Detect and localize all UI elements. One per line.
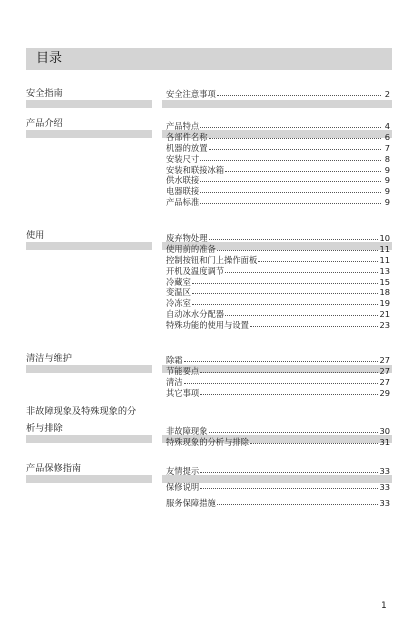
toc-entries: [166, 233, 390, 331]
toc-entry[interactable]: 变温区 18: [166, 287, 390, 298]
toc-entries: [166, 89, 390, 100]
toc-entry[interactable]: 开机及温度调节 13: [166, 265, 390, 276]
section-label: 使用: [26, 230, 152, 250]
section-label: 产品介绍: [26, 118, 152, 138]
toc-entry[interactable]: 供水联接 9: [166, 175, 390, 186]
toc-entries: [166, 355, 390, 399]
toc-entries: [166, 121, 390, 208]
toc-entries: [166, 426, 390, 448]
toc-entry[interactable]: 节能要点 27: [166, 365, 390, 376]
toc-entry[interactable]: 清洁 27: [166, 376, 390, 387]
toc-entry[interactable]: 保修说明 33: [166, 482, 390, 492]
toc-entry[interactable]: 除霜 27: [166, 355, 390, 365]
section-label: 产品保修指南: [26, 463, 152, 483]
toc-entry[interactable]: 非故障现象 30: [166, 426, 390, 436]
page-title: 目录: [36, 51, 63, 66]
toc-entry[interactable]: 产品特点 4: [166, 121, 390, 131]
page-number: 1: [381, 601, 387, 611]
toc-entry[interactable]: 自动冰水分配器 21: [166, 309, 390, 320]
section-label: 清洁与维护: [26, 353, 152, 373]
toc-entry[interactable]: 使用前的准备 11: [166, 243, 390, 254]
toc-entry[interactable]: 冷藏室 15: [166, 276, 390, 287]
toc-entry[interactable]: 各部件名称 6: [166, 131, 390, 142]
toc-entry[interactable]: 冷冻室 19: [166, 298, 390, 309]
toc-entry[interactable]: 服务保障措施 33: [166, 498, 390, 508]
toc-entry[interactable]: 安装尺寸 8: [166, 153, 390, 164]
toc-entry[interactable]: 废弃物处理 10: [166, 233, 390, 243]
toc-entry[interactable]: 控制按钮和门上操作面板 11: [166, 254, 390, 265]
toc-entry[interactable]: 其它事项 29: [166, 387, 390, 398]
toc-entries: [166, 465, 390, 513]
toc-entry[interactable]: 电器联接 9: [166, 186, 390, 197]
toc-entry[interactable]: 产品标准 9: [166, 197, 390, 208]
section-label-line1: 非故障现象及特殊现象的分: [26, 406, 137, 417]
toc-entry[interactable]: 机器的放置 7: [166, 142, 390, 153]
toc-entry[interactable]: 安全注意事项 2: [166, 89, 390, 99]
toc-entry[interactable]: 特殊功能的使用与设置 23: [166, 320, 390, 331]
toc-entry[interactable]: 友情提示 33: [166, 466, 390, 476]
section-rule: [162, 100, 392, 108]
section-label: 安全指南: [26, 88, 152, 108]
toc-title-bar: [26, 48, 392, 70]
toc-entry[interactable]: 安装和联接冰箱 9: [166, 164, 390, 175]
section-label-line2: 析与排除: [26, 423, 152, 443]
toc-entry[interactable]: 特殊现象的分析与排除 31: [166, 436, 390, 447]
